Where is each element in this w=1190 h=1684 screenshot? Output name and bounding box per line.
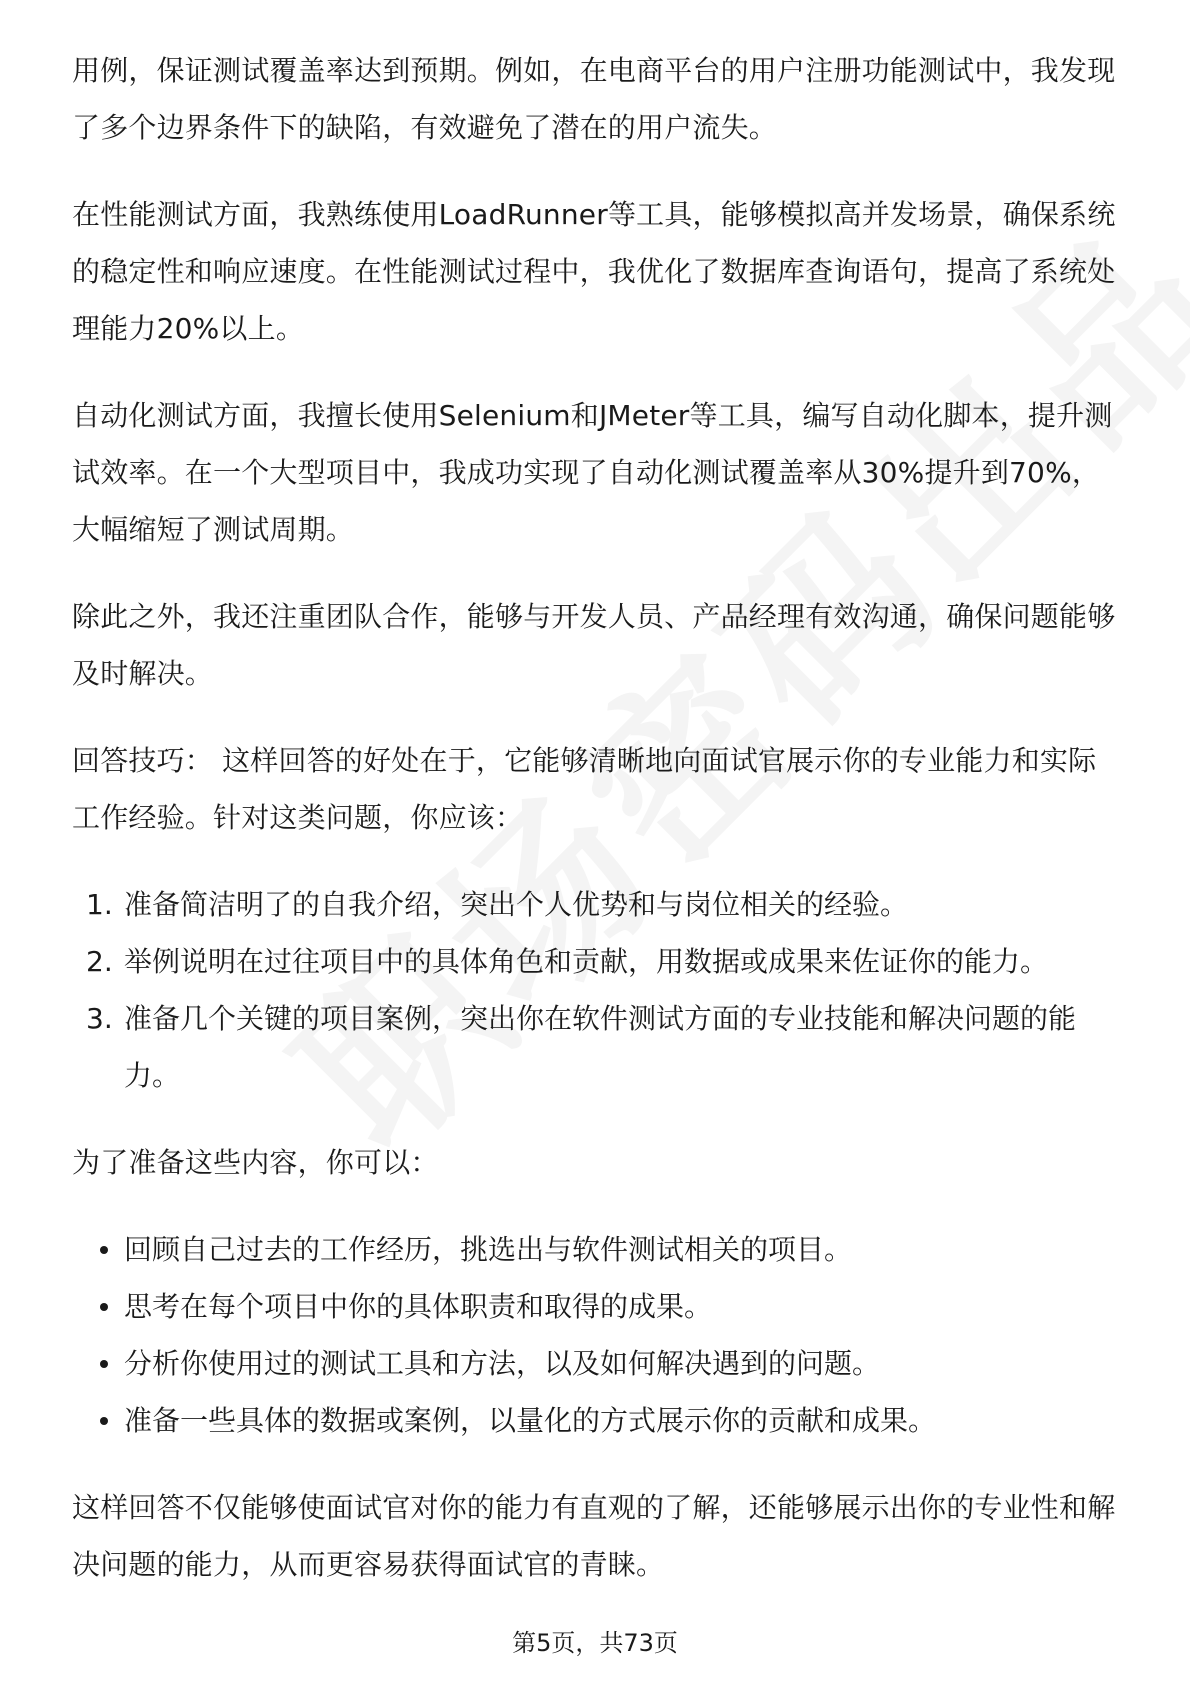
paragraph-prep-intro: 为了准备这些内容，你可以： xyxy=(72,1146,439,1179)
list-item xyxy=(72,990,1122,1104)
bullet-icon xyxy=(100,1417,108,1425)
document-page xyxy=(72,42,1122,1593)
paragraph-closing: 这样回答不仅能够使面试官对你的能力有直观的了解，还能够展示出你的专业性和解决问题的能力，从而更容易获得面试官的青睐。 xyxy=(72,1491,1116,1581)
list-item-text: 准备简洁明了的自我介绍，突出个人优势和与岗位相关的经验。 xyxy=(124,888,909,921)
paragraph-performance-testing: 在性能测试方面，我熟练使用LoadRunner等工具，能够模拟高并发场景，确保系统的稳定性和响应速度。在性能测试过程中，我优化了数据库查询语句，提高了系统处理能力20%以上。 xyxy=(72,198,1116,345)
list-number: 2. xyxy=(86,945,113,978)
list-item xyxy=(72,1278,1122,1335)
bullet-icon xyxy=(100,1360,108,1368)
bullet-icon xyxy=(100,1303,108,1311)
list-item xyxy=(72,1221,1122,1278)
list-item-text: 准备一些具体的数据或案例，以量化的方式展示你的贡献和成果。 xyxy=(124,1404,937,1437)
paragraph-testing-coverage: 用例，保证测试覆盖率达到预期。例如，在电商平台的用户注册功能测试中，我发现了多个边界条件下的缺陷，有效避免了潜在的用户流失。 xyxy=(72,54,1116,144)
list-item-text: 回顾自己过去的工作经历，挑选出与软件测试相关的项目。 xyxy=(124,1233,853,1266)
list-item xyxy=(72,1335,1122,1392)
list-number: 1. xyxy=(86,888,113,921)
list-item xyxy=(72,933,1122,990)
list-item-text: 举例说明在过往项目中的具体角色和贡献，用数据或成果来佐证你的能力。 xyxy=(124,945,1049,978)
list-item xyxy=(72,876,1122,933)
list-number: 3. xyxy=(86,1002,113,1035)
ordered-list xyxy=(72,876,1122,1104)
list-item-text: 准备几个关键的项目案例，突出你在软件测试方面的专业技能和解决问题的能力。 xyxy=(124,1002,1077,1092)
bullet-icon xyxy=(100,1246,108,1254)
list-item-text: 分析你使用过的测试工具和方法，以及如何解决遇到的问题。 xyxy=(124,1347,881,1380)
list-item xyxy=(72,1392,1122,1449)
paragraph-teamwork: 除此之外，我还注重团队合作，能够与开发人员、产品经理有效沟通，确保问题能够及时解决。 xyxy=(72,600,1116,690)
page-footer: 第5页，共73页 xyxy=(512,1629,678,1657)
paragraph-answer-tips: 回答技巧： 这样回答的好处在于，它能够清晰地向面试官展示你的专业能力和实际工作经验。针对这类问题，你应该： xyxy=(72,744,1097,834)
paragraph-automation-testing: 自动化测试方面，我擅长使用Selenium和JMeter等工具，编写自动化脚本，提升测试效率。在一个大型项目中，我成功实现了自动化测试覆盖率从30%提升到70%，大幅缩短了测试周期。 xyxy=(72,399,1113,546)
bullet-list xyxy=(72,1221,1122,1449)
list-item-text: 思考在每个项目中你的具体职责和取得的成果。 xyxy=(124,1290,713,1323)
